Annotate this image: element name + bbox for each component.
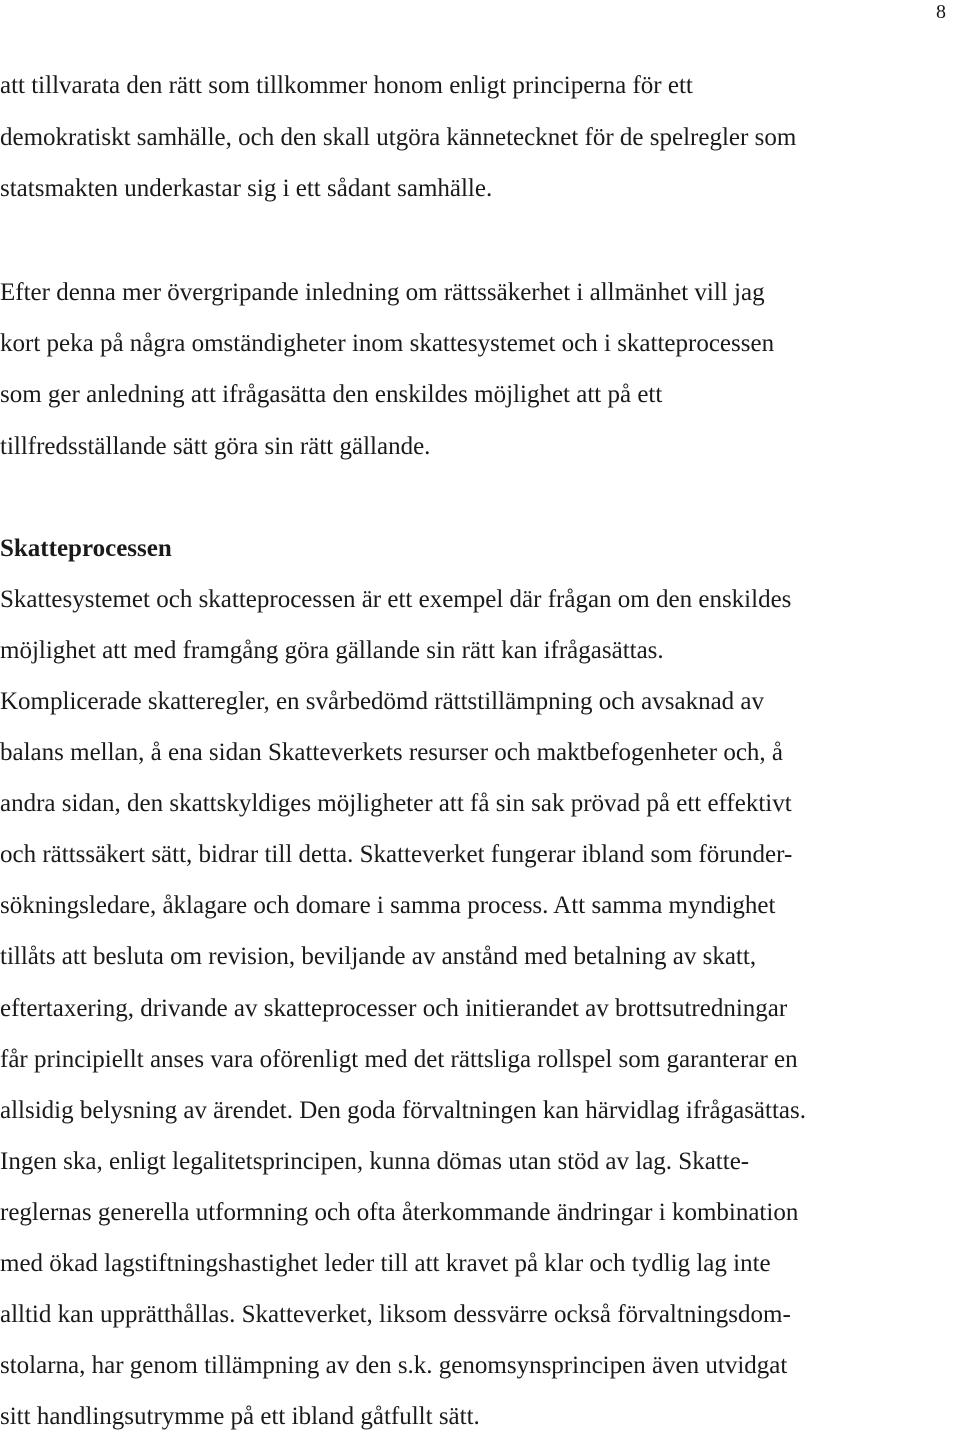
text-line: att tillvarata den rätt som tillkommer honom enligt principerna för ett bbox=[0, 72, 693, 99]
text-line: balans mellan, å ena sidan Skatteverkets resurser och maktbefogenheter och, å bbox=[0, 739, 784, 766]
text-line: och rättssäkert sätt, bidrar till detta. Skatteverket fungerar ibland som förunder- bbox=[0, 841, 793, 868]
text-line: kort peka på några omständigheter inom skattesystemet och i skatteprocessen bbox=[0, 330, 775, 357]
text-line: Ingen ska, enligt legalitetsprincipen, kunna dömas utan stöd av lag. Skatte- bbox=[0, 1148, 750, 1175]
text-line: eftertaxering, drivande av skatteprocesser och initierandet av brottsutredningar bbox=[0, 995, 788, 1022]
text-line: möjlighet att med framgång göra gällande sin rätt kan ifrågasättas. bbox=[0, 637, 664, 664]
text-line: demokratiskt samhälle, och den skall utgöra kännetecknet för de spelregler som bbox=[0, 124, 797, 151]
text-line: sitt handlingsutrymme på ett ibland gåtfullt sätt. bbox=[0, 1403, 480, 1430]
text-line: statsmakten underkastar sig i ett sådant samhälle. bbox=[0, 175, 493, 202]
text-line: tillfredsställande sätt göra sin rätt gällande. bbox=[0, 433, 431, 460]
text-line: tillåts att besluta om revision, beviljande av anstånd med betalning av skatt, bbox=[0, 943, 757, 970]
text-line: Komplicerade skatteregler, en svårbedömd rättstillämpning och avsaknad av bbox=[0, 688, 765, 715]
text-line: andra sidan, den skattskyldiges möjligheter att få sin sak prövad på ett effektivt bbox=[0, 790, 792, 817]
text-line: Skattesystemet och skatteprocessen är ett exempel där frågan om den enskildes bbox=[0, 586, 792, 613]
text-line: med ökad lagstiftningshastighet leder till att kravet på klar och tydlig lag inte bbox=[0, 1250, 771, 1277]
section-heading: Skatteprocessen bbox=[0, 535, 172, 562]
text-line: som ger anledning att ifrågasätta den enskildes möjlighet att på ett bbox=[0, 381, 663, 408]
text-line: reglernas generella utformning och ofta återkommande ändringar i kombination bbox=[0, 1199, 799, 1226]
text-line: får principiellt anses vara oförenligt med det rättsliga rollspel som garanterar en bbox=[0, 1046, 798, 1073]
text-line: alltid kan upprätthållas. Skatteverket, liksom dessvärre också förvaltningsdom- bbox=[0, 1301, 791, 1328]
text-line: sökningsledare, åklagare och domare i samma process. Att samma myndighet bbox=[0, 892, 776, 919]
text-line: allsidig belysning av ärendet. Den goda förvaltningen kan härvidlag ifrågasättas. bbox=[0, 1097, 806, 1124]
text-line: stolarna, har genom tillämpning av den s.k. genomsynsprincipen även utvidgat bbox=[0, 1352, 788, 1379]
page-number: 8 bbox=[936, 1, 946, 23]
text-line: Efter denna mer övergripande inledning om rättssäkerhet i allmänhet vill jag bbox=[0, 279, 765, 306]
